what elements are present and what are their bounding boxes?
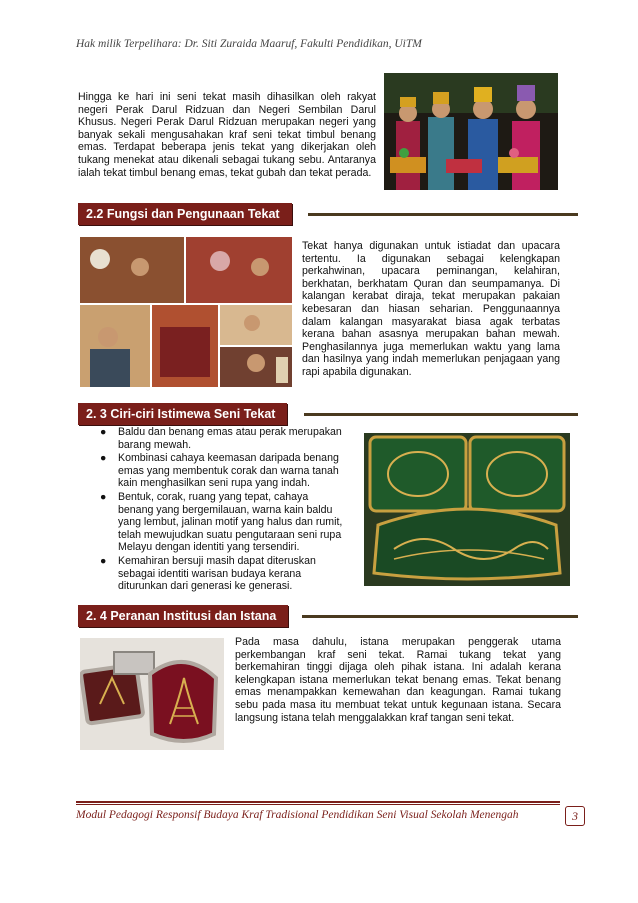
section-rule	[302, 615, 578, 618]
section-heading-2-3	[78, 403, 578, 425]
photo-wedding-collage	[80, 237, 292, 387]
photo-embroidered-cushions	[364, 433, 570, 586]
section-rule	[308, 213, 578, 216]
section-heading-2-2	[78, 203, 578, 225]
bullet-icon: ●	[100, 490, 107, 503]
bullet-icon: ●	[100, 554, 107, 567]
features-list	[96, 426, 346, 594]
photo-ceremony-women	[384, 73, 558, 190]
running-header: Hak milik Terpelihara: Dr. Siti Zuraida Maaruf, Fakulti Pendidikan, UiTM	[76, 38, 422, 50]
photo-embroidered-boxes	[80, 638, 224, 750]
list-item: ● Kombinasi cahaya keemasan daripada benang emas yang membentuk corak dan warna tanah kain menghasilkan seni rupa yang indah.	[100, 452, 339, 490]
section-title: 2.2 Fungsi dan Pengunaan Tekat	[78, 203, 292, 225]
footer-rule	[76, 801, 560, 803]
bullet-icon: ●	[100, 426, 107, 438]
footer-rule-thin	[76, 804, 560, 805]
list-item: ● Bentuk, corak, ruang yang tepat, cahaya benang yang bergemilauan, warna kain baldu yang lembut, jalinan motif yang halus dan rumit, telah mewujudkan suatu pengutaraan seni rupa Melayu dengan identiti yang tersendiri.	[100, 490, 343, 554]
section-2-2-paragraph: Tekat hanya digunakan untuk istiadat dan upacara tertentu. Ia digunakan sebagai kelengkapan perkahwinan, upacara peminangan, kelahiran, berkhatan, berkhatam Quran dan seumpamanya. Di kalangan kerabat diraja, tekat merupakan pakaian kebesaran dan hiasan seharian. Penggunaannya dalam kalangan masyarakat biasa agak terbatas kerana bahan asasnya merupakan bahan mewah. Penghasilannya juga memerlukan waktu yang lama dan hasilnya yang indah memerlukan penjagaan yang rapi apabila digunakan.	[302, 240, 560, 378]
section-title: 2. 4 Peranan Institusi dan Istana	[78, 605, 288, 627]
section-2-4-paragraph: Pada masa dahulu, istana merupakan penggerak utama perkembangan kraf seni tekat. Ramai tukang tekat yang berkemahiran tinggi dijaga oleh pihak istana. Ini adalah kerana kelengkapan istana memerlukan tekat benang emas. Tekat benang emas menampakkan kemewahan dan keagungan. Ramai tukang sebu pada masa itu membuat tekat untuk kegunaan istana. Secara langsung istana telah menggalakkan kraf tangan seni tekat.	[235, 636, 561, 724]
list-item: ● Kemahiran bersuji masih dapat diteruskan sebagai identiti warisan budaya kerana diturunkan dari generasi ke generasi.	[100, 554, 316, 593]
section-heading-2-4	[78, 605, 578, 627]
list-item: ● Baldu dan benang emas atau perak merupakan barang mewah.	[100, 426, 342, 451]
intro-paragraph: Hingga ke hari ini seni tekat masih dihasilkan oleh rakyat negeri Perak Darul Ridzuan dan Negeri Sembilan Darul Khusus. Negeri Perak Darul Ridzuan merupakan negeri yang banyak sekali mengusahakan kraf seni tekat timbul benang emas. Terdapat beberapa jenis tekat yang dikerjakan oleh tukang menekat atau dikenali sebagai tukang sebu. Antaranya ialah tekat timbul benang emas, tekat gubah dan tekat perada.	[78, 91, 376, 179]
footer-text: Modul Pedagogi Responsif Budaya Kraf Tradisional Pendidikan Seni Visual Sekolah Menengah	[76, 809, 519, 821]
bullet-icon: ●	[100, 452, 107, 465]
section-title: 2. 3 Ciri-ciri Istimewa Seni Tekat	[78, 403, 287, 425]
page-number: 3	[565, 806, 585, 826]
section-rule	[304, 413, 578, 416]
